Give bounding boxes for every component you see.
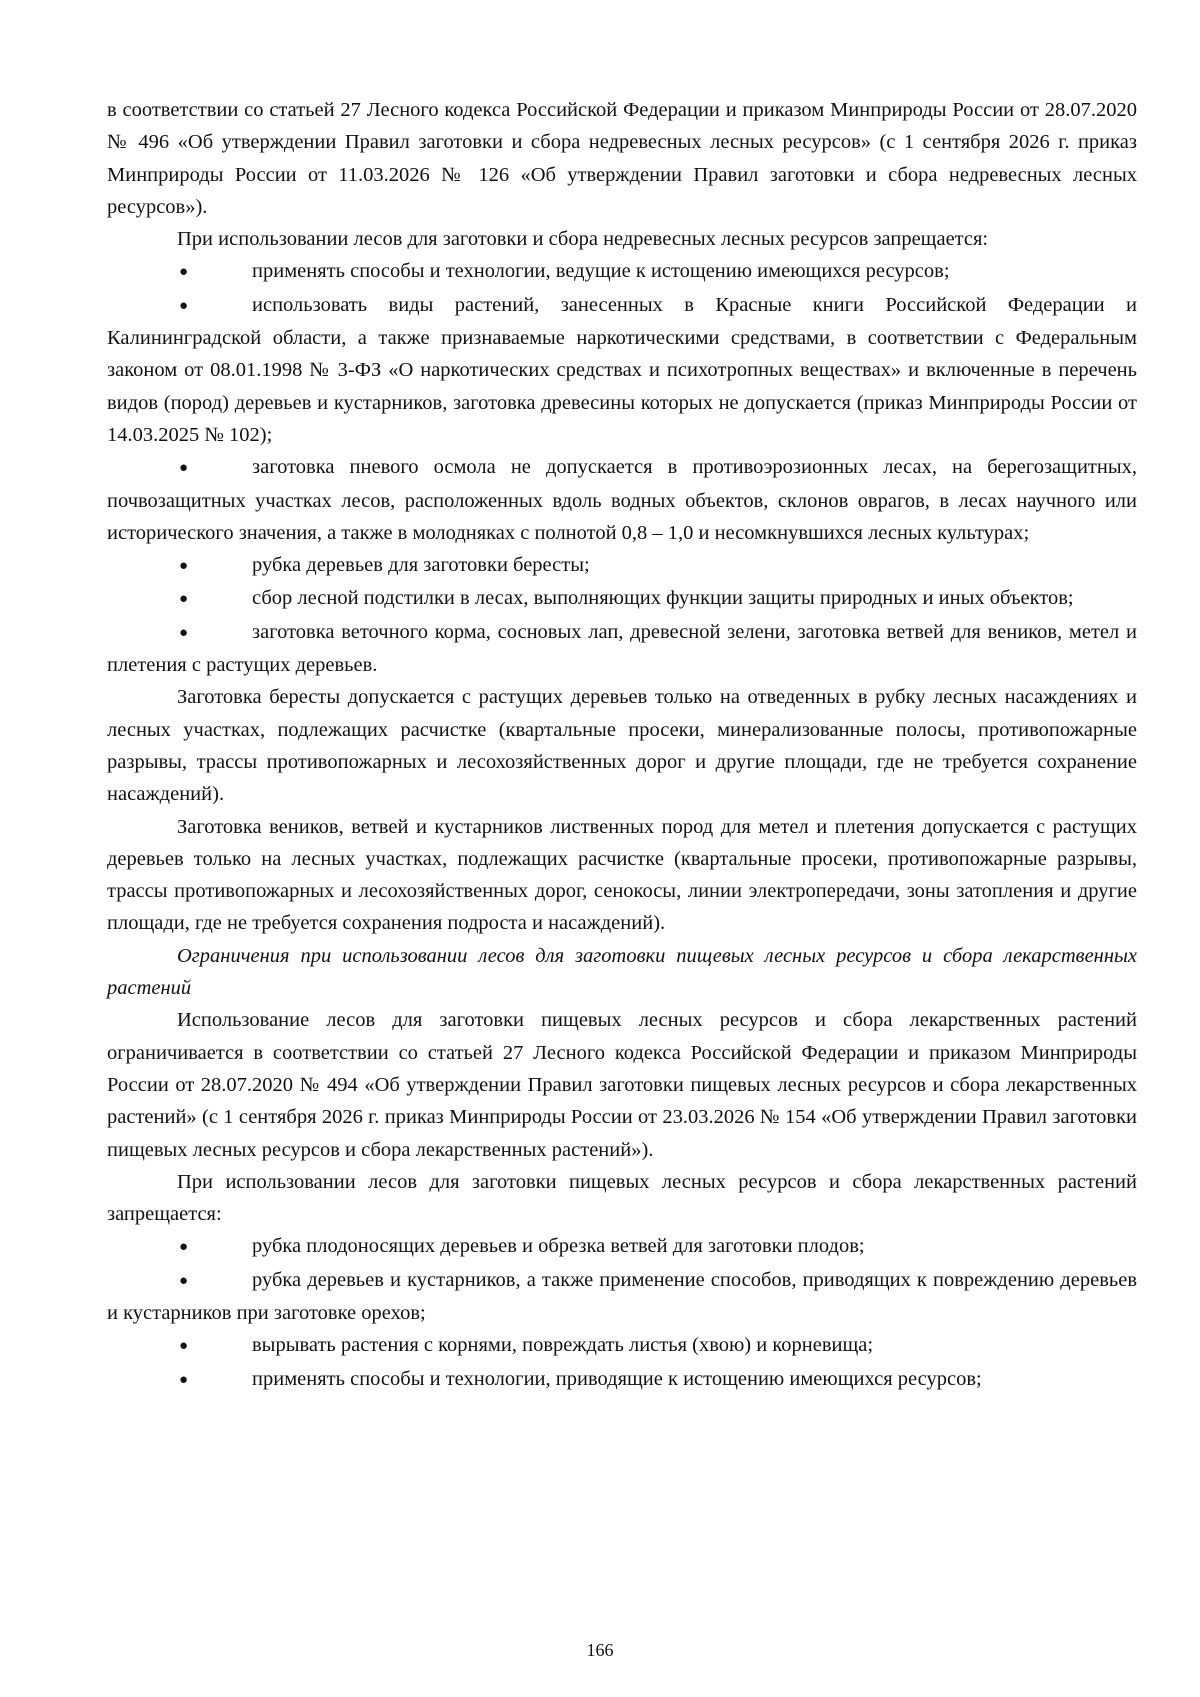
list-item-text: заготовка веточного корма, сосновых лап, древесной зелени, заготовка ветвей для веников, метел и плетения с растущих деревьев.: [107, 620, 1137, 677]
list-item: [107, 1363, 1137, 1396]
paragraph: При использовании лесов для заготовки пищевых лесных ресурсов и сбора лекарственных растений запрещается:: [107, 1170, 1137, 1226]
bullet-icon: ●: [179, 1239, 189, 1256]
list-item: [107, 582, 1137, 615]
list-item: [107, 255, 1137, 288]
paragraph: в соответствии со статьей 27 Лесного кодекса Российской Федерации и приказом Минприроды России от 28.07.2020 № 496 «Об утверждении Правил заготовки и сбора недревесных лесных ресурсов» (с 1 сентября 2026 г. приказ Минприроды России от 11.03.2026 № 126 «Об утверждении Правил заготовки и сбора недревесных лесных ресурсов»).: [107, 99, 1137, 218]
list-item: [107, 616, 1137, 682]
list-item: [107, 1230, 1137, 1263]
bullet-icon: ●: [179, 1338, 189, 1355]
list-item-text: заготовка пневого осмола не допускается в противоэрозионных лесах, на берегозащитных, почвозащитных участках лесов, расположенных вдоль водных объектов, склонов оврагов, в лесах научного или исторического значения, а также в молодняках с полнотой 0,8 – 1,0 и несомкнувшихся лесных культурах;: [107, 456, 1137, 544]
list-item-text: рубка плодоносящих деревьев и обрезка ветвей для заготовки плодов;: [252, 1235, 865, 1258]
paragraph: Использование лесов для заготовки пищевых лесных ресурсов и сбора лекарственных растений ограничивается в соответствии со статьей 27 Лесного кодекса Российской Федерации и приказом Минприроды России от 28.07.2020 № 494 «Об утверждении Правил заготовки пищевых лесных ресурсов и сбора лекарственных растений» (с 1 сентября 2026 г. приказ Минприроды России от 23.03.2026 № 154 «Об утверждении Правил заготовки пищевых лесных ресурсов и сбора лекарственных растений»).: [107, 1009, 1137, 1161]
bullet-icon: ●: [179, 264, 189, 281]
list-item: [107, 451, 1137, 549]
list-item: [107, 1264, 1137, 1330]
bullet-icon: ●: [179, 624, 189, 641]
bullet-icon: ●: [179, 297, 189, 314]
bullet-icon: ●: [179, 460, 189, 477]
paragraph: При использовании лесов для заготовки и сбора недревесных лесных ресурсов запрещается:: [177, 228, 989, 251]
document-body: [107, 94, 1137, 1396]
paragraph: Заготовка веников, ветвей и кустарников лиственных пород для метел и плетения допускается с растущих деревьев только на лесных участках, подлежащих расчистке (квартальные просеки, противопожарные разрывы, трассы противопожарных и лесохозяйственных дорог, сенокосы, линии электропередачи, зоны затопления и другие площади, где не требуется сохранения подроста и насаждений).: [107, 815, 1137, 935]
section-heading: Ограничения при использовании лесов для заготовки пищевых лесных ресурсов и сбора лекарственных растений: [107, 944, 1137, 1000]
bullet-icon: ●: [179, 558, 189, 575]
list-item: [107, 289, 1137, 451]
bullet-icon: ●: [179, 591, 189, 608]
list-item-text: использовать виды растений, занесенных в Красные книги Российской Федерации и Калининградской области, а также признаваемые наркотическими средствами, в соответствии с Федеральным законом от 08.01.1998 № 3-ФЗ «О наркотических средствах и психотропных веществах» и включенные в перечень видов (пород) деревьев и кустарников, заготовка древесины которых не допускается (приказ Минприроды России от 14.03.2025 № 102);: [107, 293, 1137, 446]
paragraph: Заготовка бересты допускается с растущих деревьев только на отведенных в рубку лесных насаждениях и лесных участках, подлежащих расчистке (квартальные просеки, минерализованные полосы, противопожарные разрывы, трассы противопожарных и лесохозяйственных дорог и другие площади, где не требуется сохранение насаждений).: [107, 686, 1137, 806]
bullet-icon: ●: [179, 1272, 189, 1289]
list-item-text: применять способы и технологии, ведущие к истощению имеющихся ресурсов;: [252, 260, 950, 283]
list-item-text: вырывать растения с корнями, повреждать листья (хвою) и корневища;: [252, 1334, 874, 1357]
list-item-text: сбор лесной подстилки в лесах, выполняющих функции защиты природных и иных объектов;: [252, 587, 1074, 610]
page-number: 166: [586, 1640, 614, 1660]
list-item-text: рубка деревьев и кустарников, а также применение способов, приводящих к повреждению деревьев и кустарников при заготовке орехов;: [107, 1268, 1137, 1324]
list-item: [107, 1329, 1137, 1362]
list-item-text: рубка деревьев для заготовки бересты;: [252, 554, 590, 577]
list-item: [107, 549, 1137, 582]
list-item-text: применять способы и технологии, приводящие к истощению имеющихся ресурсов;: [252, 1367, 982, 1390]
bullet-icon: ●: [179, 1371, 189, 1388]
